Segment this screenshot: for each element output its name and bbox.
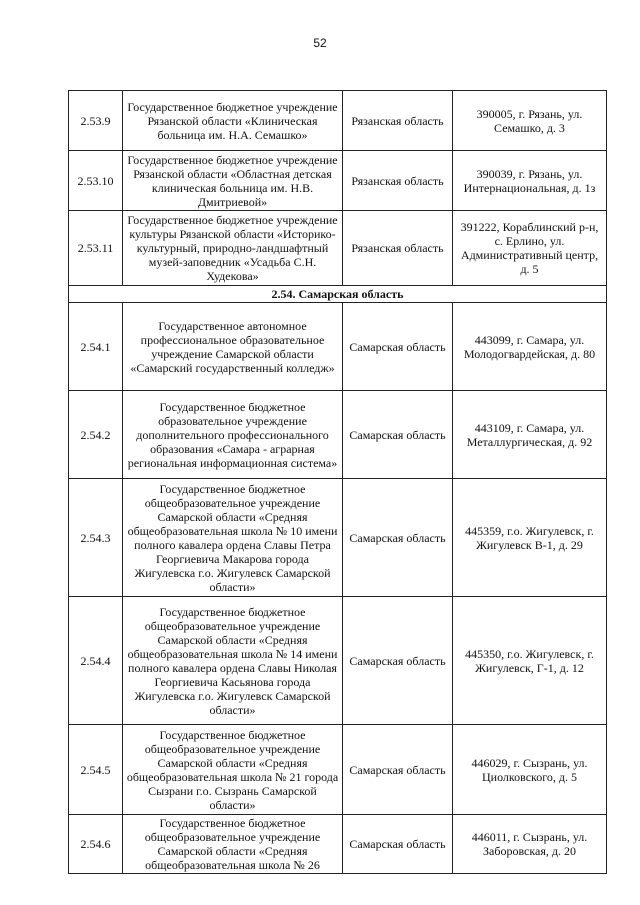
region-name: Самарская область [343,303,453,391]
organization-name: Государственное бюджетное общеобразовательное учреждение Самарской области «Средняя общеобразовательная школа № 10 имени полного кавалера ордена Славы Петра Георгиевича Макарова города Жигулевска г.о. Жигулевск Самарской области» [123,479,343,597]
address: 445350, г.о. Жигулевск, г. Жигулевск, Г-1, д. 12 [453,597,607,725]
organization-name: Государственное бюджетное учреждение Рязанской области «Клиническая больница им. Н.А. Семашко» [123,91,343,151]
row-number: 2.54.1 [69,303,123,391]
row-number: 2.54.4 [69,597,123,725]
row-number: 2.54.3 [69,479,123,597]
row-number: 2.53.10 [69,151,123,211]
row-number: 2.54.6 [69,815,123,874]
organization-name: Государственное бюджетное общеобразовательное учреждение Самарской области «Средняя общеобразовательная школа № 26 [123,815,343,874]
address: 391222, Кораблинский р-н, с. Ерлино, ул. Административный центр, д. 5 [453,211,607,286]
region-name: Самарская область [343,815,453,874]
organization-name: Государственное бюджетное образовательное учреждение дополнительного профессионального образования «Самара - аграрная региональная информационная система» [123,391,343,479]
table-row [69,151,607,211]
region-name: Самарская область [343,597,453,725]
region-name: Самарская область [343,391,453,479]
page-number: 52 [313,36,327,50]
table-row [69,815,607,874]
organization-name: Государственное бюджетное общеобразовательное учреждение Самарской области «Средняя общеобразовательная школа № 14 имени полного кавалера ордена Славы Николая Георгиевича Касьянова города Жигулевска г.о. Жигулевск Самарской области» [123,597,343,725]
address: 390005, г. Рязань, ул. Семашко, д. 3 [453,91,607,151]
region-name: Рязанская область [343,211,453,286]
address: 445359, г.о. Жигулевск, г. Жигулевск В-1, д. 29 [453,479,607,597]
registry-table [68,90,607,874]
row-number: 2.54.2 [69,391,123,479]
table-row [69,303,607,391]
organization-name: Государственное бюджетное учреждение культуры Рязанской области «Историко-культурный, природно-ландшафтный музей-заповедник «Усадьба С.Н. Худекова» [123,211,343,286]
section-title: 2.54. Самарская область [69,286,607,303]
region-name: Самарская область [343,479,453,597]
row-number: 2.53.11 [69,211,123,286]
section-row [69,286,607,303]
organization-name: Государственное автономное профессиональное образовательное учреждение Самарской области «Самарский государственный колледж» [123,303,343,391]
table-row [69,479,607,597]
address: 446029, г. Сызрань, ул. Циолковского, д. 5 [453,725,607,815]
address: 390039, г. Рязань, ул. Интернациональная, д. 1з [453,151,607,211]
table-row [69,597,607,725]
table-row [69,725,607,815]
address: 443109, г. Самара, ул. Металлургическая, д. 92 [453,391,607,479]
table-row [69,91,607,151]
region-name: Самарская область [343,725,453,815]
table-row [69,211,607,286]
address: 446011, г. Сызрань, ул. Заборовская, д. 20 [453,815,607,874]
registry-table-body [69,91,607,874]
row-number: 2.53.9 [69,91,123,151]
row-number: 2.54.5 [69,725,123,815]
region-name: Рязанская область [343,91,453,151]
organization-name: Государственное бюджетное учреждение Рязанской области «Областная детская клиническая больница им. Н.В. Дмитриевой» [123,151,343,211]
organization-name: Государственное бюджетное общеобразовательное учреждение Самарской области «Средняя общеобразовательная школа № 21 города Сызрани г.о. Сызрань Самарской области» [123,725,343,815]
address: 443099, г. Самара, ул. Молодогвардейская, д. 80 [453,303,607,391]
region-name: Рязанская область [343,151,453,211]
table-row [69,391,607,479]
